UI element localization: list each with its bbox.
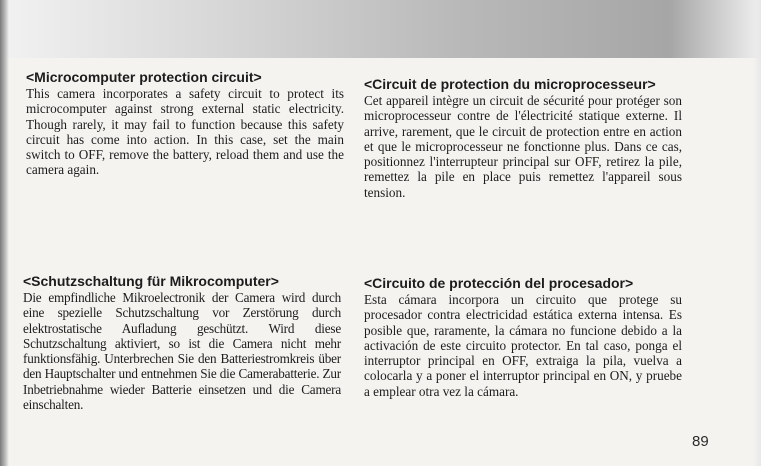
section-heading-german: <Schutzschaltung für Mikrocomputer>	[23, 273, 279, 289]
page-number: 89	[692, 433, 709, 450]
section-german	[23, 273, 341, 412]
section-english	[26, 69, 344, 178]
section-body-french: Cet appareil intègre un circuit de sécurité pour protéger son microprocesseur contre de l'électricité statique externe. Il arrive, rarement, que le circuit de protection entre en action et que le microprocesseur ne fonctionne plus. Dans ce cas, positionnez l'interrupteur principal sur OFF, retirez la pile, remettez la pile en place puis remettez l'appareil sous tension.	[364, 93, 682, 200]
section-body-german: Die empfindliche Mikroelectronik der Camera wird durch eine spezielle Schutzschaltung vor Zerstörung durch elektrostatische Aufladung geschützt. Wird diese Schutzschaltung aktiviert, so ist die Camera nicht mehr funktionsfähig. Unterbrechen Sie den Batteriestromkreis über den Hauptschalter und entnehmen Sie die Camerabatterie. Zur Inbetriebnahme wieder Batterie einsetzen und die Camera einschalten.	[23, 290, 341, 413]
section-heading-spanish: <Circuito de protección del procesador>	[364, 275, 634, 291]
section-french	[364, 76, 682, 200]
section-spanish	[364, 275, 682, 399]
page-edge-shadow	[753, 0, 761, 466]
page-spine-shadow	[0, 0, 9, 466]
section-body-english: This camera incorporates a safety circuit to protect its microcomputer against strong external static electricity. Though rarely, it may fail to function because this safety circuit has come into action. In this case, set the main switch to OFF, remove the battery, reload them and use the camera again.	[26, 86, 344, 178]
section-heading-french: <Circuit de protection du microprocesseur>	[364, 76, 656, 92]
header-band	[0, 0, 761, 58]
section-heading-english: <Microcomputer protection circuit>	[26, 69, 262, 85]
section-body-spanish: Esta cámara incorpora un circuito que protege su procesador contra electricidad estática externa intensa. Es posible que, raramente, la cámara no funcione debido a la activación de este circuito protector. En tal caso, ponga el interruptor principal en OFF, extraiga la pila, vuelva a colocarla y a poner el interruptor principal en ON, y pruebe a emplear otra vez la cámara.	[364, 292, 682, 399]
